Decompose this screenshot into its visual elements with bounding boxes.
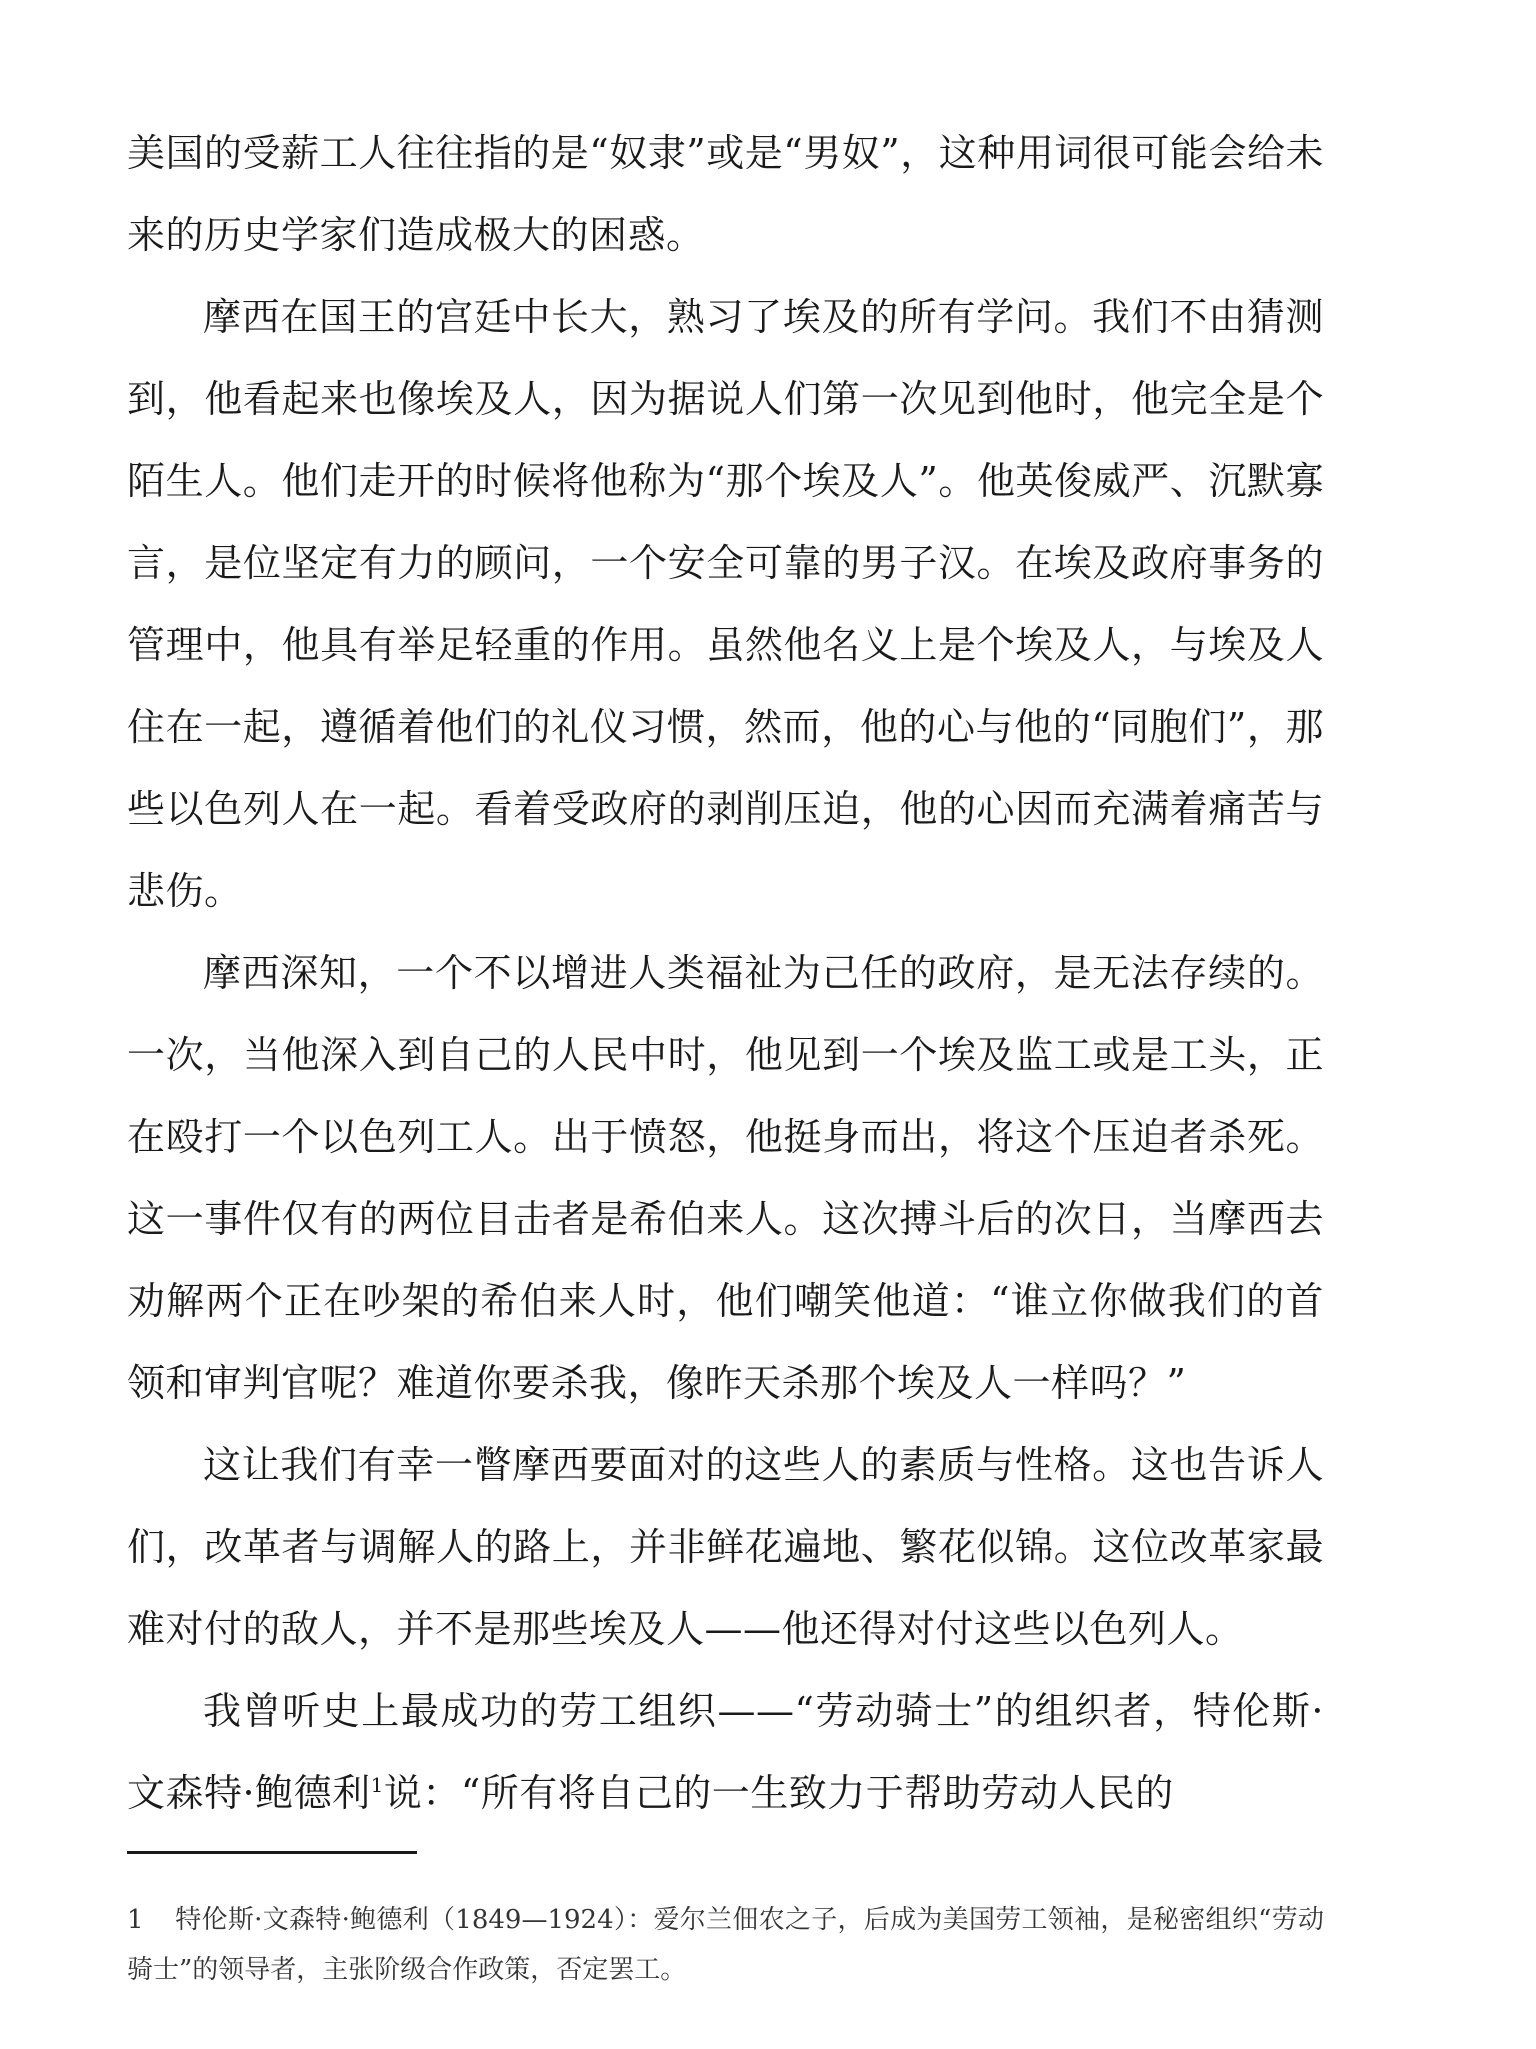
footnote-text: 特伦斯·文森特·鲍德利（1849—1924）：爱尔兰佃农之子，后成为美国劳工领袖，是秘密组织“劳动骑士”的领导者，主张阶级合作政策，否定罢工。 (127, 1905, 1324, 1985)
footnote-number: 1 (127, 1905, 144, 1935)
page-body (127, 112, 1324, 1834)
paragraph-5-text-b: 说：“所有将自己的一生致力于帮助劳动人民的 (383, 1771, 1174, 1815)
paragraph-1: 美国的受薪工人往往指的是“奴隶”或是“男奴”，这种用词很可能会给未来的历史学家们造成极大的困惑。 (127, 131, 1324, 257)
paragraph-5 (127, 1670, 1324, 1834)
footnote-divider (127, 1851, 417, 1854)
footnote (127, 1895, 1324, 1995)
paragraph-3: 摩西深知，一个不以增进人类福祉为己任的政府，是无法存续的。一次，当他深入到自己的人民中时，他见到一个埃及监工或是工头，正在殴打一个以色列工人。出于愤怒，他挺身而出，将这个压迫者杀死。这一事件仅有的两位目击者是希伯来人。这次搏斗后的次日，当摩西去劝解两个正在吵架的希伯来人时，他们嘲笑他道：“谁立你做我们的首领和审判官呢？难道你要杀我，像昨天杀那个埃及人一样吗？” (127, 951, 1324, 1405)
footnote-reference[interactable]: 1 (370, 1773, 384, 1797)
paragraph-5-text-a: 我曾听史上最成功的劳工组织——“劳动骑士”的组织者，特伦斯·文森特·鲍德利 (127, 1689, 1324, 1815)
paragraph-2: 摩西在国王的宫廷中长大，熟习了埃及的所有学问。我们不由猜测到，他看起来也像埃及人，因为据说人们第一次见到他时，他完全是个陌生人。他们走开的时候将他称为“那个埃及人”。他英俊威严、沉默寡言，是位坚定有力的顾问，一个安全可靠的男子汉。在埃及政府事务的管理中，他具有举足轻重的作用。虽然他名义上是个埃及人，与埃及人住在一起，遵循着他们的礼仪习惯，然而，他的心与他的“同胞们”，那些以色列人在一起。看着受政府的剥削压迫，他的心因而充满着痛苦与悲伤。 (127, 295, 1324, 913)
paragraph-4: 这让我们有幸一瞥摩西要面对的这些人的素质与性格。这也告诉人们，改革者与调解人的路上，并非鲜花遍地、繁花似锦。这位改革家最难对付的敌人，并不是那些埃及人——他还得对付这些以色列人。 (127, 1443, 1324, 1651)
